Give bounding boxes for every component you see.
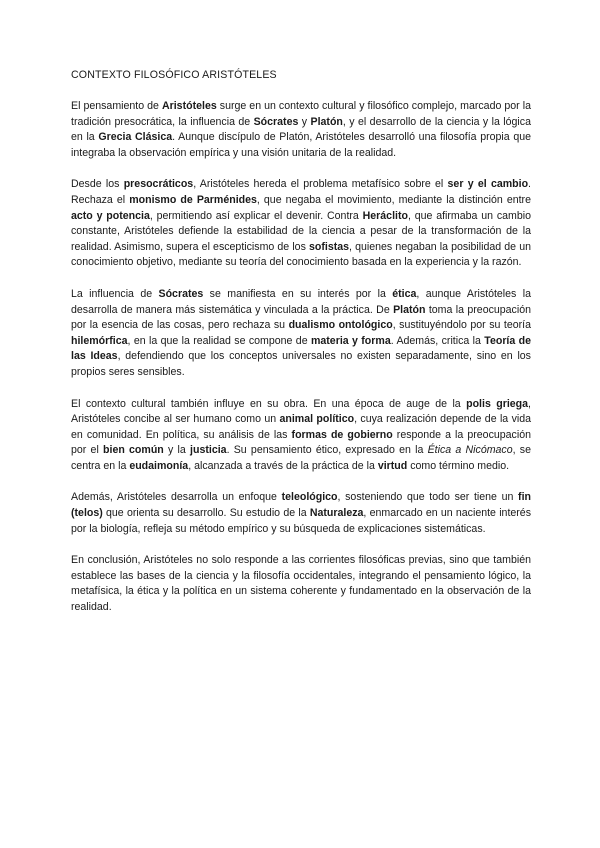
text-run: , defendiendo que los conceptos universales no existen separadamente, sino en los propios seres sensibles. xyxy=(71,350,531,378)
bold-term: fin (telos) xyxy=(71,491,531,520)
bold-term: presocráticos xyxy=(123,178,194,191)
bold-term: Platón xyxy=(310,115,343,128)
bold-term: formas de gobierno xyxy=(291,428,393,441)
text-run: , y el desarrollo de la ciencia y la lógica en la xyxy=(71,115,531,144)
text-run: , en la que la realidad se compone de xyxy=(127,334,311,347)
text-run: responde a la preocupación por el xyxy=(71,428,531,457)
text-run: . Rechaza el xyxy=(71,178,531,206)
bold-term: Teoría de las Ideas xyxy=(71,334,531,363)
text-run: , Aristóteles hereda el problema metafísico sobre el xyxy=(193,178,448,191)
bold-term: polis griega xyxy=(466,397,529,410)
text-run: . Aunque discípulo de Platón, Aristóteles desarrolló una filosofía propia que integraba la observación empírica y una visión unitaria de la realidad. xyxy=(71,131,532,159)
text-run: , aunque Aristóteles la desarrolla de manera más sistemática y vinculada a la práctica. De xyxy=(71,287,531,316)
bold-term: monismo de Parménides xyxy=(129,193,257,206)
text-run: y xyxy=(298,115,311,128)
paragraph xyxy=(71,397,531,475)
text-run: , permitiendo así explicar el devenir. Contra xyxy=(149,209,363,222)
bold-term: acto y potencia xyxy=(71,209,150,222)
bold-term: virtud xyxy=(377,459,408,472)
text-run: , sosteniendo que todo ser tiene un xyxy=(337,491,519,504)
bold-term: Naturaleza xyxy=(309,507,364,520)
text-run: , se centra en la xyxy=(71,444,531,472)
paragraph xyxy=(71,287,531,381)
bold-term: justicia xyxy=(190,444,227,457)
text-run: como término medio. xyxy=(407,459,510,472)
bold-term: materia y forma xyxy=(310,334,391,347)
text-run: y la xyxy=(163,444,191,457)
text-run: , cuya realización depende de la vida en comunidad. En política, su análisis de las xyxy=(71,413,532,441)
bold-term: Grecia Clásica xyxy=(98,131,173,144)
bold-term: bien común xyxy=(103,444,164,457)
text-run: Además, Aristóteles desarrolla un enfoque xyxy=(71,491,282,504)
text-run: . Además, critica la xyxy=(390,334,485,347)
bold-term: Aristóteles xyxy=(161,100,217,112)
text-run: , que afirmaba un cambio constante, Aristóteles defiende la estabilidad de la ciencia a pesar de la transformación de la realidad. Asimismo, supera el escepticismo de los xyxy=(71,209,531,253)
bold-term: Heráclito xyxy=(362,209,408,222)
text-run: El contexto cultural también influye en su obra. En una época de auge de la xyxy=(71,397,467,410)
text-run: , enmarcado en un naciente interés por la biología, refleja su método empírico y su búsqueda de explicaciones sistemáticas. xyxy=(71,507,531,535)
paragraph xyxy=(71,553,531,615)
paragraph xyxy=(71,490,531,537)
bold-term: dualismo ontológico xyxy=(288,319,393,332)
text-run: surge en un contexto cultural y filosófico complejo, marcado por la tradición presocrática, la influencia de xyxy=(71,100,531,128)
bold-term: Sócrates xyxy=(158,287,204,300)
text-run: En conclusión, Aristóteles no solo responde a las corrientes filosóficas previas, sino que también establece las bases de la ciencia y la filosofía occidentales, integrando el pensamiento lógico, la metafísica, la ética y la política en un sistema coherente y fundamentado en la observación de la realidad. xyxy=(71,554,531,614)
bold-term: ética xyxy=(392,287,417,300)
document-title: CONTEXTO FILOSÓFICO ARISTÓTELES xyxy=(71,69,277,81)
text-run: . Su pensamiento ético, expresado en la xyxy=(226,444,428,457)
bold-term: animal político xyxy=(279,413,355,426)
bold-term: eudaimonía xyxy=(129,459,189,472)
paragraph xyxy=(71,177,531,271)
bold-term: sofistas xyxy=(309,240,350,253)
text-run: , alcanzada a través de la práctica de la xyxy=(188,459,378,472)
text-run: , quienes negaban la posibilidad de un conocimiento objetivo, mediante su teoría del conocimiento basada en la experiencia y la razón. xyxy=(71,240,531,269)
text-run: , Aristóteles concibe al ser humano como un xyxy=(71,397,531,426)
text-run: La influencia de xyxy=(71,287,159,300)
text-run: se manifiesta en su interés por la xyxy=(203,287,393,300)
text-run: , que negaba el movimiento, mediante la distinción entre xyxy=(256,193,531,206)
bold-term: Sócrates xyxy=(253,115,299,128)
text-run: , sustituyéndolo por su teoría xyxy=(392,319,531,332)
bold-term: hilemórfica xyxy=(71,334,128,347)
italic-title: Ética a Nicómaco xyxy=(427,444,513,457)
bold-term: teleológico xyxy=(281,491,338,504)
text-run: Desde los xyxy=(71,178,124,191)
bold-term: Platón xyxy=(393,303,426,316)
text-run: toma la preocupación por la esencia de las cosas, pero rechaza su xyxy=(71,303,531,332)
text-run: que orienta su desarrollo. Su estudio de la xyxy=(102,507,310,520)
paragraph xyxy=(71,99,531,161)
document-body xyxy=(71,99,531,616)
bold-term: ser y el cambio xyxy=(447,178,529,191)
text-run: El pensamiento de xyxy=(71,100,162,112)
